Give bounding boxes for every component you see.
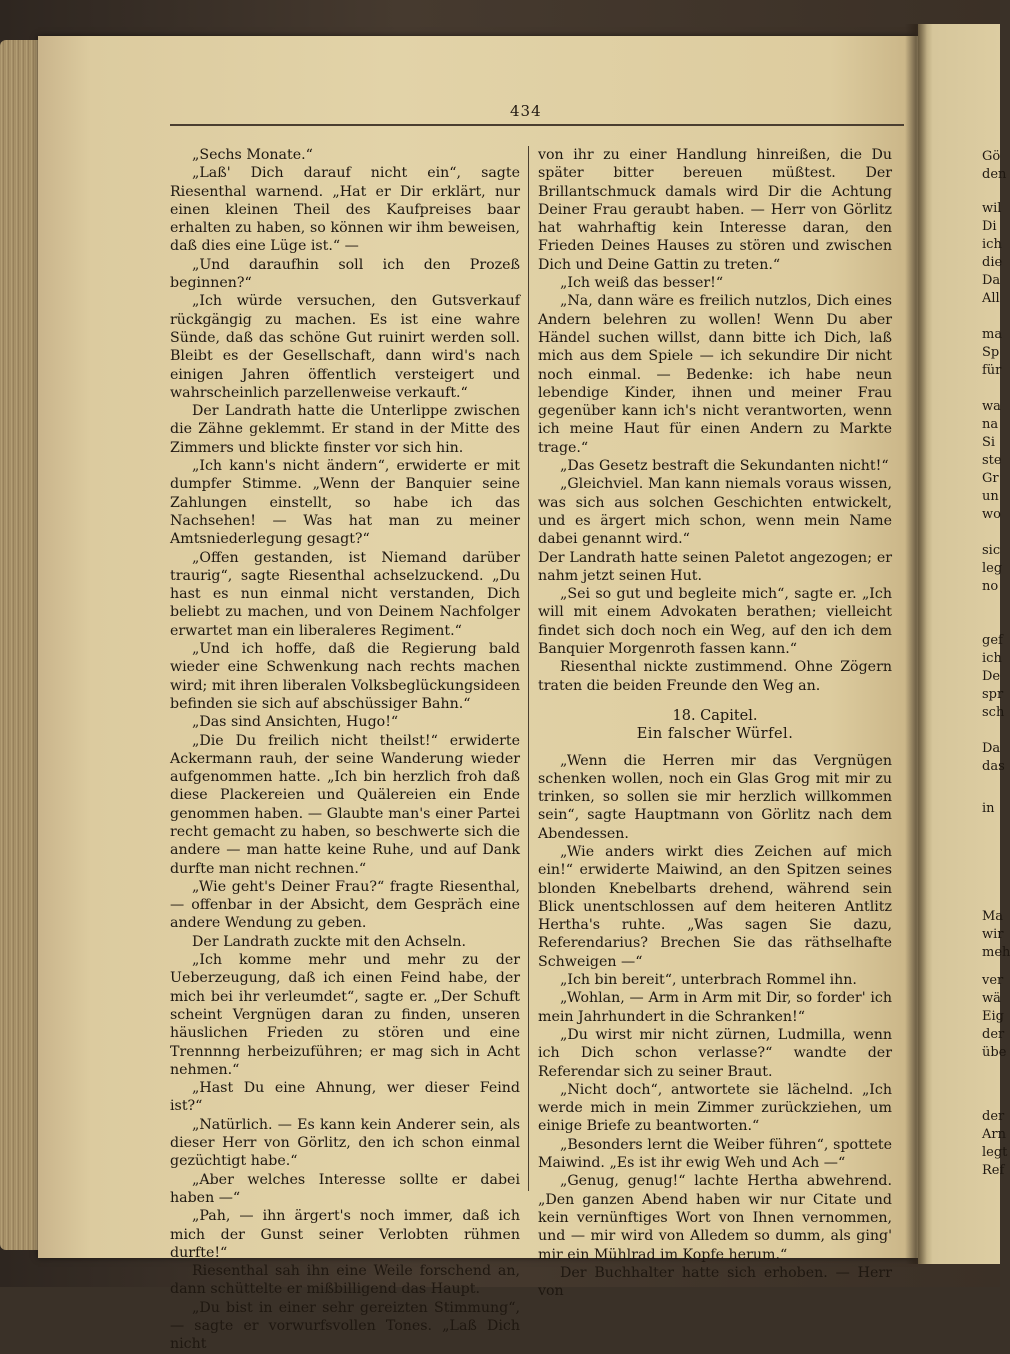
paragraph: „Nicht doch“, antwortete sie lächelnd. „Ich werde mich in mein Zimmer zurückziehen, um einige Briefe zu beantworten.“ [538,1081,892,1135]
chapter-title: Ein falscher Würfel. [636,726,794,743]
fragment-text: wil [982,201,1002,216]
fragment-text: für [982,363,1002,378]
fragment-text: den [982,167,1007,182]
paragraph: Riesenthal nickte zustimmend. Ohne Zögern traten die beiden Freunde den Weg an. [538,659,892,694]
paragraph: „Ich kann's nicht ändern“, erwiderte er mit dumpfer Stimme. „Wenn der Banquier seine Zahlungen einstellt, so habe ich das Nachsehen! — Was hat man zu meiner Amtsniederlegung gesagt?“ [170,458,520,548]
fragment-text: Ma [982,909,1004,924]
fragment-text: übe [982,1045,1007,1060]
paragraph: von ihr zu einer Handlung hinreißen, die Du später bitter bereuen müßtest. Der Brillantschmuck damals wird Dir die Achtung Deiner Frau geraubt haben. — Herr von Görlitz hat wahrhaftig kein Interesse daran, den Frieden Deines Hauses zu stören und zwischen Dich und Deine Gattin zu treten.“ [538,147,892,273]
fragment-text: wo [982,507,1001,522]
paragraph: „Du bist in einer sehr gereizten Stimmung“, — sagte er vorwurfsvollen Tones. „Laß Dich nicht [170,1299,520,1353]
fragment-text: in [982,801,995,816]
paragraph: „Genug, genug!“ lachte Hertha abwehrend. „Den ganzen Abend haben wir nur Citate und kein vernünftiges Wort von Ihnen vernommen, und — mir wird von Alledem so dumm, als ging' mir ein Mühlrad im Kopfe herum.“ [538,1173,892,1263]
fragment-text: der [982,1027,1005,1042]
fragment-text: wä [982,991,1001,1006]
right-column [538,146,892,1300]
fragment-text: Arn [982,1127,1006,1142]
fragment-text: Ref [982,1163,1005,1178]
fragment-text: Gö [982,149,1001,164]
paragraph: „Gleichviel. Man kann niemals voraus wissen, was sich aus solchen Geschichten entwickelt, und es ärgert mich schon, wenn mein Name dabei genannt wird.“ [538,476,892,548]
paragraph: „Die Du freilich nicht theilst!“ erwiderte Ackermann rauh, der seine Wanderung wieder aufgenommen hatte. „Ich bin herzlich froh daß diese Plackereien und Quälereien ein Ende genommen haben. — Glaubte man's einer Partei recht gemacht zu haben, so beschwerte sich die andere — man hatte keine Ruhe, und auf Dank durfte man nicht rechnen.“ [170,732,520,877]
fragment-text: ma [982,327,1003,342]
fragment-text: spr [982,687,1004,702]
fragment-text: ich [982,237,1002,252]
fragment-text: legt [982,1145,1008,1160]
paragraph: Der Landrath hatte die Unterlippe zwischen die Zähne geklemmt. Er stand in der Mitte des Zimmers und blickte finster vor sich hin. [170,403,520,456]
paragraph: „Ich weiß das besser!“ [560,275,724,292]
paragraph: „Laß' Dich darauf nicht ein“, sagte Riesenthal warnend. „Hat er Dir erklärt, nur einen kleinen Theil des Kaufpreises baar erhalten zu haben, so können wir ihm beweisen, daß dies eine Lüge ist.“ — [170,165,520,255]
fragment-text: De [982,669,1001,684]
fragment-text: Sp [982,345,1000,360]
fragment-text: ste [982,453,1002,468]
paragraph: „Und ich hoffe, daß die Regierung bald wieder eine Schwenkung nach rechts machen wird; mit ihren liberalen Volksbeglückungsideen befinden sie sich auf abschüssiger Bahn.“ [170,641,520,712]
page-number: 434 [510,102,542,120]
paragraph: Der Buchhalter hatte sich erhoben. — Herr von [538,1264,892,1300]
paragraph: „Ich bin bereit“, unterbrach Rommel ihn. [560,972,857,989]
fragment-text: wa [982,399,1001,414]
fragment-text: Si [982,435,996,450]
paragraph: „Sechs Monate.“ [192,147,313,163]
paragraph: „Wenn die Herren mir das Vergnügen schenken wollen, noch ein Glas Grog mit mir zu trinken, so sollen sie mir herzlich willkommen sein“, sagte Hauptmann von Görlitz nach dem Abendessen. [538,752,892,842]
paragraph: „Wie anders wirkt dies Zeichen auf mich ein!“ erwiderte Maiwind, an den Spitzen seines blonden Knebelbarts drehend, während sein Blick unentschlossen auf dem heiteren Antlitz Hertha's ruhte. „Was sagen Sie dazu, Referendarius? Brechen Sie das räthselhafte Schweigen —“ [538,843,892,970]
fragment-text: Da [982,273,1001,288]
paragraph: „Aber welches Interesse sollte er dabei haben —“ [170,1171,520,1206]
fragment-text: Da [982,741,1001,756]
book-gutter [905,24,927,1264]
fragment-text: sic [982,543,1001,558]
right-column-text [538,146,892,695]
paragraph: „Besonders lernt die Weiber führen“, spottete Maiwind. „Es ist ihr ewig Weh und Ach —“ [538,1136,892,1172]
fragment-text: un [982,489,999,504]
paragraph: „Pah, — ihn ärgert's noch immer, daß ich mich der Gunst seiner Verlobten rühmen durfte!“ [170,1208,520,1261]
header-rule [170,124,904,126]
paragraph: „Du wirst mir nicht zürnen, Ludmilla, wenn ich Dich schon verlasse?“ wandte der Referendar sich zu seiner Braut. [538,1026,892,1080]
paragraph: „Natürlich. — Es kann kein Anderer sein, als dieser Herr von Görlitz, den ich schon einmal gezüchtigt habe.“ [170,1116,520,1170]
paragraph: „Hast Du eine Ahnung, wer dieser Feind ist?“ [170,1080,520,1115]
chapter-number: 18. Capitel. [672,707,758,724]
paragraph: Der Landrath zuckte mit den Achseln. [192,933,467,950]
fragment-text: der [982,1109,1005,1124]
fragment-text: wir [982,927,1004,942]
fragment-text: na [982,417,999,432]
fragment-text: Di [982,219,997,234]
fragment-text: ver [982,973,1004,988]
fragment-text: Gr [982,471,999,486]
fragment-text: All [982,291,1000,306]
fragment-text: gef [982,633,1003,648]
paragraph: „Ich komme mehr und mehr zu der Ueberzeugung, daß ich einen Feind habe, der mich bei ihr verleumdet“, sagte er. „Der Schuft scheint Vergnügen daran zu finden, unseren häuslichen Frieden zu stören und eine Trennnng herbeizuführen; er mag sich in Acht nehmen.“ [170,952,520,1078]
paragraph: „Sei so gut und begleite mich“, sagte er. „Ich will mit einem Advokaten berathen; vielleicht findet sich doch noch ein Weg, auf den ich dem Banquier Morgenroth fassen kann.“ [538,586,892,658]
fragment-text: Eig [982,1009,1004,1024]
chapter-body [538,752,892,1301]
fragment-text: no [982,579,999,594]
paragraph: „Und daraufhin soll ich den Prozeß beginnen?“ [170,256,520,292]
paragraph: „Offen gestanden, ist Niemand darüber traurig“, sagte Riesenthal achselzuckend. „Du hast es nun einmal nicht verstanden, Dich beliebt zu machen, und von Deinem Nachfolger erwartet man ein liberaleres Regiment.“ [170,549,520,639]
fragment-text: sch [982,705,1005,720]
column-rule [528,146,529,1191]
paragraph: „Wohlan, — Arm in Arm mit Dir, so forder' ich mein Jahrhundert in die Schranken!“ [538,990,892,1025]
fragment-text: ich [982,651,1002,666]
paragraph: Riesenthal sah ihn eine Weile forschend an, dann schüttelte er mißbilligend das Haupt. [170,1263,520,1298]
fragment-text: meh [982,945,1010,960]
fragment-text: leg [982,561,1003,576]
paragraph: „Das Gesetz bestraft die Sekundanten nicht!“ [560,458,889,475]
paragraph: „Wie geht's Deiner Frau?“ fragte Riesenthal, — offenbar in der Absicht, dem Gespräch eine andere Wendung zu geben. [170,878,520,932]
left-column [170,146,520,1354]
paragraph: „Ich würde versuchen, den Gutsverkauf rückgängig zu machen. Es ist eine wahre Sünde, daß das schöne Gut ruinirt werden soll. Bleibt es der Gesellschaft, dann wird's nach einigen Jahren öffentlich versteigert und wahrscheinlich parzellenweise verkauft.“ [170,293,520,401]
paragraph: Der Landrath hatte seinen Paletot angezogen; er nahm jetzt seinen Hut. [538,549,892,584]
fragment-text: das [982,759,1005,774]
paragraph: „Na, dann wäre es freilich nutzlos, Dich eines Andern belehren zu wollen! Wenn Du aber Händel suchen willst, dann bitte ich Dich, laß mich aus dem Spiele — ich sekundire Dir nicht noch einmal. — Bedenke: ich habe neun lebendige Kinder, ihnen und meiner Frau gegenüber kann ich's nicht verantworten, wenn ich meine Haut für einen Andern zu Markte trage.“ [538,293,892,456]
paragraph: „Das sind Ansichten, Hugo!“ [192,714,399,731]
fragment-text: die [982,255,1003,270]
